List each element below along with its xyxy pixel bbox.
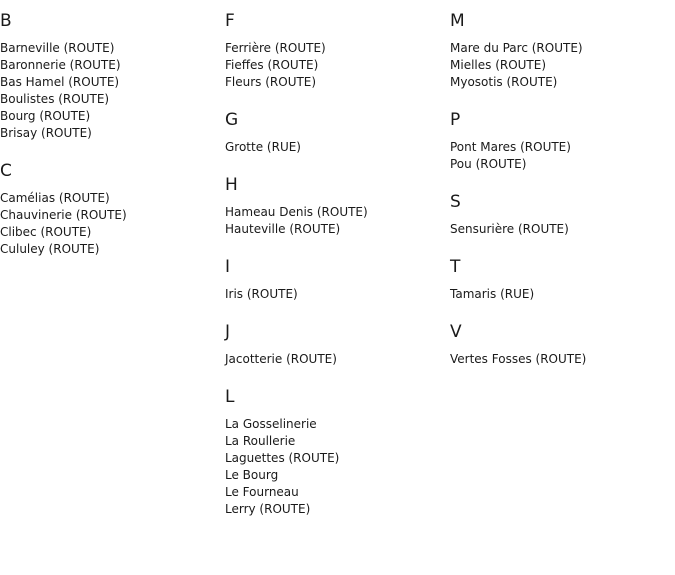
letter-heading: M xyxy=(450,11,465,31)
letter-section-l xyxy=(225,386,445,518)
letter-section-p xyxy=(450,109,670,173)
street-item[interactable]: Fieffes (ROUTE) xyxy=(225,58,319,72)
street-list xyxy=(450,286,670,303)
street-list xyxy=(450,40,670,91)
street-item[interactable]: Hauteville (ROUTE) xyxy=(225,222,341,236)
letter-section-j xyxy=(225,321,445,368)
street-item[interactable]: Lerry (ROUTE) xyxy=(225,502,311,516)
letter-heading: P xyxy=(450,110,461,130)
street-item[interactable]: Mare du Parc (ROUTE) xyxy=(450,41,583,55)
street-item[interactable]: La Roullerie xyxy=(225,434,296,448)
letter-section-g xyxy=(225,109,445,156)
street-item[interactable]: Grotte (RUE) xyxy=(225,140,301,154)
letter-section-t xyxy=(450,256,670,303)
street-list xyxy=(450,351,670,368)
street-item[interactable]: Ferrière (ROUTE) xyxy=(225,41,326,55)
street-list xyxy=(0,40,220,142)
letter-section-s xyxy=(450,191,670,238)
directory-column-2 xyxy=(225,10,445,518)
letter-section-f xyxy=(225,10,445,91)
street-list xyxy=(225,416,445,518)
street-list xyxy=(225,351,445,368)
street-item[interactable]: Pou (ROUTE) xyxy=(450,157,527,171)
directory-column-3 xyxy=(450,10,670,368)
letter-section-m xyxy=(450,10,670,91)
street-item[interactable]: Boulistes (ROUTE) xyxy=(0,92,110,106)
street-item[interactable]: Le Bourg xyxy=(225,468,279,482)
street-item[interactable]: Clibec (ROUTE) xyxy=(0,225,92,239)
directory-column-1 xyxy=(0,10,220,258)
street-list xyxy=(225,40,445,91)
letter-section-b xyxy=(0,10,220,142)
street-item[interactable]: Baronnerie (ROUTE) xyxy=(0,58,121,72)
street-item[interactable]: Jacotterie (ROUTE) xyxy=(225,352,337,366)
letter-section-c xyxy=(0,160,220,258)
letter-heading: V xyxy=(450,322,462,342)
street-item[interactable]: Myosotis (ROUTE) xyxy=(450,75,558,89)
street-item[interactable]: Hameau Denis (ROUTE) xyxy=(225,205,368,219)
letter-heading: G xyxy=(225,110,239,130)
street-item[interactable]: Laguettes (ROUTE) xyxy=(225,451,340,465)
street-item[interactable]: La Gosselinerie xyxy=(225,417,317,431)
letter-heading: J xyxy=(225,322,231,342)
letter-section-h xyxy=(225,174,445,238)
letter-heading: I xyxy=(225,257,231,277)
letter-heading: H xyxy=(225,175,238,195)
street-item[interactable]: Fleurs (ROUTE) xyxy=(225,75,317,89)
letter-heading: F xyxy=(225,11,235,31)
street-item[interactable]: Barneville (ROUTE) xyxy=(0,41,115,55)
letter-heading: S xyxy=(450,192,461,212)
street-list xyxy=(0,190,220,258)
street-list xyxy=(450,221,670,238)
street-item[interactable]: Iris (ROUTE) xyxy=(225,287,298,301)
letter-heading: C xyxy=(0,161,12,181)
street-list xyxy=(225,286,445,303)
street-item[interactable]: Le Fourneau xyxy=(225,485,299,499)
letter-heading: L xyxy=(225,387,235,407)
letter-heading: T xyxy=(450,257,461,277)
letter-section-v xyxy=(450,321,670,368)
street-item[interactable]: Vertes Fosses (ROUTE) xyxy=(450,352,587,366)
street-item[interactable]: Brisay (ROUTE) xyxy=(0,126,92,140)
street-item[interactable]: Bas Hamel (ROUTE) xyxy=(0,75,120,89)
street-list xyxy=(450,139,670,173)
letter-heading: B xyxy=(0,11,12,31)
letter-section-i xyxy=(225,256,445,303)
street-item[interactable]: Pont Mares (ROUTE) xyxy=(450,140,571,154)
street-list xyxy=(225,204,445,238)
street-item[interactable]: Bourg (ROUTE) xyxy=(0,109,91,123)
street-item[interactable]: Mielles (ROUTE) xyxy=(450,58,547,72)
street-item[interactable]: Camélias (ROUTE) xyxy=(0,191,110,205)
street-item[interactable]: Cululey (ROUTE) xyxy=(0,242,100,256)
street-item[interactable]: Chauvinerie (ROUTE) xyxy=(0,208,127,222)
street-item[interactable]: Sensurière (ROUTE) xyxy=(450,222,569,236)
street-item[interactable]: Tamaris (RUE) xyxy=(450,287,535,301)
street-list xyxy=(225,139,445,156)
